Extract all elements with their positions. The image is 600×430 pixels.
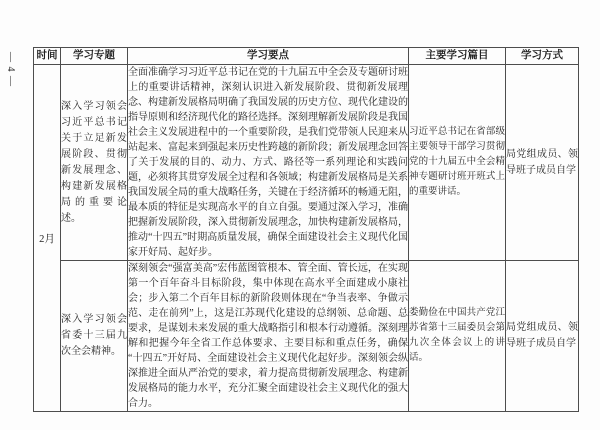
cell-articles-row1: 习近平总书记在省部级主要领导干部学习贯彻党的十九届五中全会精神专题研讨班开班式上的重要讲话。 [409, 65, 506, 261]
table-row [34, 65, 579, 261]
cell-points-row1: 全面准确学习习近平总书记在党的十九届五中全会及专题研讨班上的重要讲话精神，深刻认识进入新发展阶段、贯彻新发展理念、构建新发展格局明确了我国发展的历史方位、现代化建设的指导原则和经济现代化的路径选择。深刻理解新发展阶段是我国社会主义发展进程中的一个重要阶段，是我们党带领人民迎来从站起来、富起来到强起来历史性跨越的新阶段；新发展理念回答了关于发展的目的、动力、方式、路径等一系列理论和实践问题，必须将其贯穿发展全过程和各领域；构建新发展格局是关系我国发展全局的重大战略任务，关键在于经济循环的畅通无阻，最本质的特征是实现高水平的自立自强。要通过深入学习，准确把握新发展阶段，深入贯彻新发展理念，加快构建新发展格局，推动“十四五”时期高质量发展，确保全面建设社会主义现代化国家开好局、起好步。 [128, 65, 409, 261]
header-row [34, 48, 579, 65]
cell-method-row2: 局党组成员、领导班子成员自学 [506, 261, 579, 412]
study-plan-table [33, 47, 579, 412]
cell-topic-row2: 深入学习领会省委十三届九次全会精神。 [61, 261, 128, 412]
col-header-time: 时间 [34, 48, 61, 65]
col-header-topic: 学习专题 [61, 48, 128, 65]
cell-time: 2月 [34, 65, 61, 412]
col-header-points: 学习要点 [128, 48, 409, 65]
cell-articles-row2: 娄勤俭在中国共产党江苏省第十三届委员会第九次全体会议上的讲话。 [409, 261, 506, 412]
cell-points-row2: 深刻领会“强富美高”宏伟蓝图管根本、管全面、管长远，在实现第一个百年奋斗目标阶段，集中体现在高水平全面建成小康社会；步入第二个百年目标的新阶段则体现在“争当表率、争做示范、走在前列”上，这是江苏现代化建设的总纲领、总命题、总要求，是谋划未来发展的重大战略指引和根本行动遵循。深刻理解和把握今年全省工作总体要求、主要目标和重点任务，确保“十四五”开好局、全面建设社会主义现代化起好步。深刻领会纵深推进全面从严治党的要求，着力提高贯彻新发展理念、构建新发展格局的能力水平，充分汇聚全面建设社会主义现代化的强大合力。 [128, 261, 409, 412]
cell-topic-row1: 深入学习领会习近平总书记关于立足新发展阶段、贯彻新发展理念、构建新发展格局的重要论述。 [61, 65, 128, 261]
col-header-method: 学习方式 [506, 48, 579, 65]
col-header-articles: 主要学习篇目 [409, 48, 506, 65]
cell-method-row1: 局党组成员、领导班子成员自学 [506, 65, 579, 261]
table-row [34, 261, 579, 412]
page-number: — 4 — [5, 52, 16, 87]
